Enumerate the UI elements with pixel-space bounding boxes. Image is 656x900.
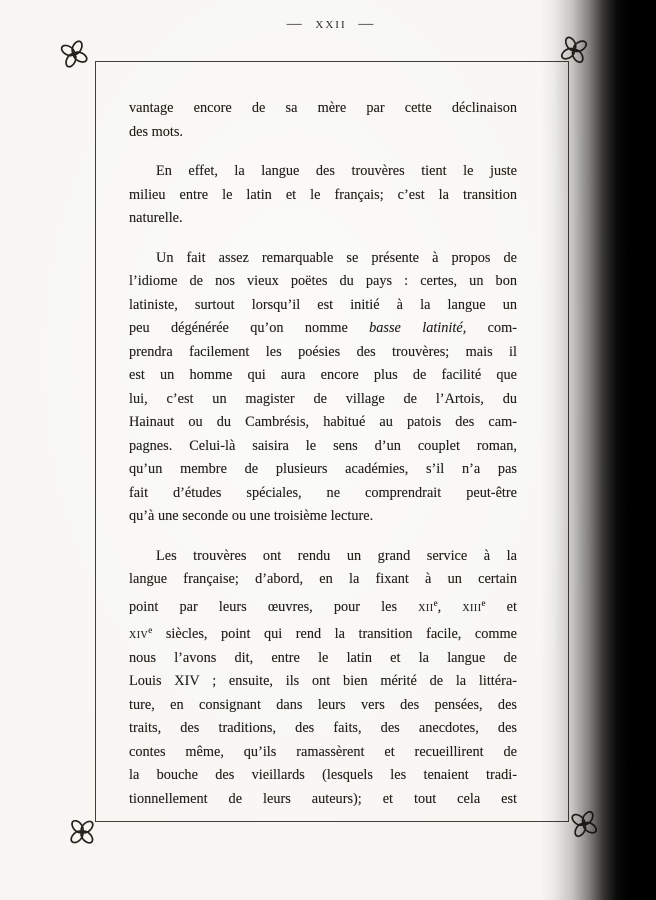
page-number-header: — xxii — [286, 16, 376, 32]
text-segment: siècles, point qui rend la transition facile, comme [152, 626, 517, 642]
text-line [129, 364, 517, 388]
text-segment: et [485, 598, 517, 615]
text-segment: latiniste, surtout lorsqu’il est initié à la langue un [129, 296, 517, 313]
text-line [129, 592, 517, 620]
text-line [129, 741, 517, 765]
text-line [129, 121, 517, 145]
text-line [129, 670, 517, 694]
text-line [129, 160, 517, 184]
text-segment: des mots. [129, 123, 184, 140]
text-segment: fait d’études spéciales, ne comprendrait peut-être [129, 484, 517, 501]
text-line [129, 341, 517, 365]
text-segment: langue française; d’abord, en la fixant à un certain [129, 571, 517, 587]
text-segment: est un homme qui aura encore plus de facilité que [129, 367, 517, 383]
text-segment: ture, en consignant dans leurs vers des pensées, des [129, 696, 517, 713]
text-segment: e [148, 625, 153, 635]
text-line [129, 270, 517, 294]
text-segment: contes même, qu’ils ramassèrent et recueillirent de [129, 743, 517, 760]
corner-flourish-icon [65, 815, 99, 849]
text-segment: vantage encore de sa mère par cette déclinaison [129, 100, 517, 116]
text-line [129, 247, 517, 271]
text-segment: pagnes. Celui-là saisira le sens d’un couplet roman, [129, 437, 517, 454]
text-line [129, 207, 517, 231]
text-segment: Les trouvères ont rendu un grand service à la [156, 547, 517, 564]
corner-flourish-icon [568, 808, 601, 841]
text-line [129, 184, 517, 208]
text-line [129, 411, 517, 435]
text-segment: milieu entre le latin et le français; c’est la transition [129, 186, 517, 203]
italic-phrase: basse latinité, [369, 320, 467, 336]
text-segment: En effet, la langue des trouvères tient le juste [156, 163, 517, 179]
text-segment: e [481, 597, 486, 608]
text-segment: xiii [462, 598, 482, 615]
text-segment: Hainaut ou du Cambrésis, habitué au patois des cam- [129, 414, 517, 430]
corner-flourish-icon [56, 36, 92, 72]
paragraph [129, 247, 517, 529]
paragraph [129, 97, 517, 144]
text-segment: nous l’avons dit, entre le latin et la langue de [129, 649, 517, 666]
text-line [129, 717, 517, 741]
paragraph [129, 545, 517, 812]
text-segment: xiv [129, 626, 149, 642]
text-line [129, 619, 517, 647]
text-line [129, 458, 517, 482]
text-line [129, 788, 517, 812]
paragraph [129, 160, 517, 231]
text-line [129, 647, 517, 671]
text-segment: Un fait assez remarquable se présente à propos de [156, 249, 517, 266]
text-line [129, 764, 517, 788]
text-line [129, 545, 517, 569]
text-segment: naturelle. [129, 210, 183, 226]
text-segment: e [433, 597, 438, 608]
text-line [129, 568, 517, 592]
text-segment: peu dégénérée qu’on nomme [129, 320, 370, 336]
text-line [129, 482, 517, 506]
text-segment: qu’à une seconde ou une troisième lecture. [129, 508, 374, 524]
text-line [129, 97, 517, 121]
text-line [129, 505, 517, 529]
text-segment: tionnellement de leurs auteurs); et tout cela est [129, 790, 517, 807]
text-line [129, 294, 517, 318]
text-segment: prendra facilement les poésies des trouvères; mais il [129, 343, 517, 360]
text-segment: la bouche des vieillards (lesquels les tenaient tradi- [129, 767, 517, 783]
text-line [129, 694, 517, 718]
text-line [129, 388, 517, 412]
text-segment: point par leurs œuvres, pour les [129, 598, 419, 615]
text-line [129, 435, 517, 459]
text-segment: lui, c’est un magister de village de l’Artois, du [129, 390, 517, 407]
text-segment: com- [466, 320, 517, 336]
text-segment: xii [418, 598, 434, 615]
text-block [129, 97, 517, 811]
text-segment: , [437, 598, 463, 615]
text-segment: qu’un membre de plusieurs académies, s’il n’a pas [129, 461, 517, 477]
text-segment: l’idiome de nos vieux poëtes du pays : certes, un bon [129, 273, 517, 289]
text-line [129, 317, 517, 341]
text-segment: traits, des traditions, des faits, des anecdotes, des [129, 720, 517, 736]
text-segment: Louis XIV ; ensuite, ils ont bien mérité de la littéra- [129, 673, 517, 689]
